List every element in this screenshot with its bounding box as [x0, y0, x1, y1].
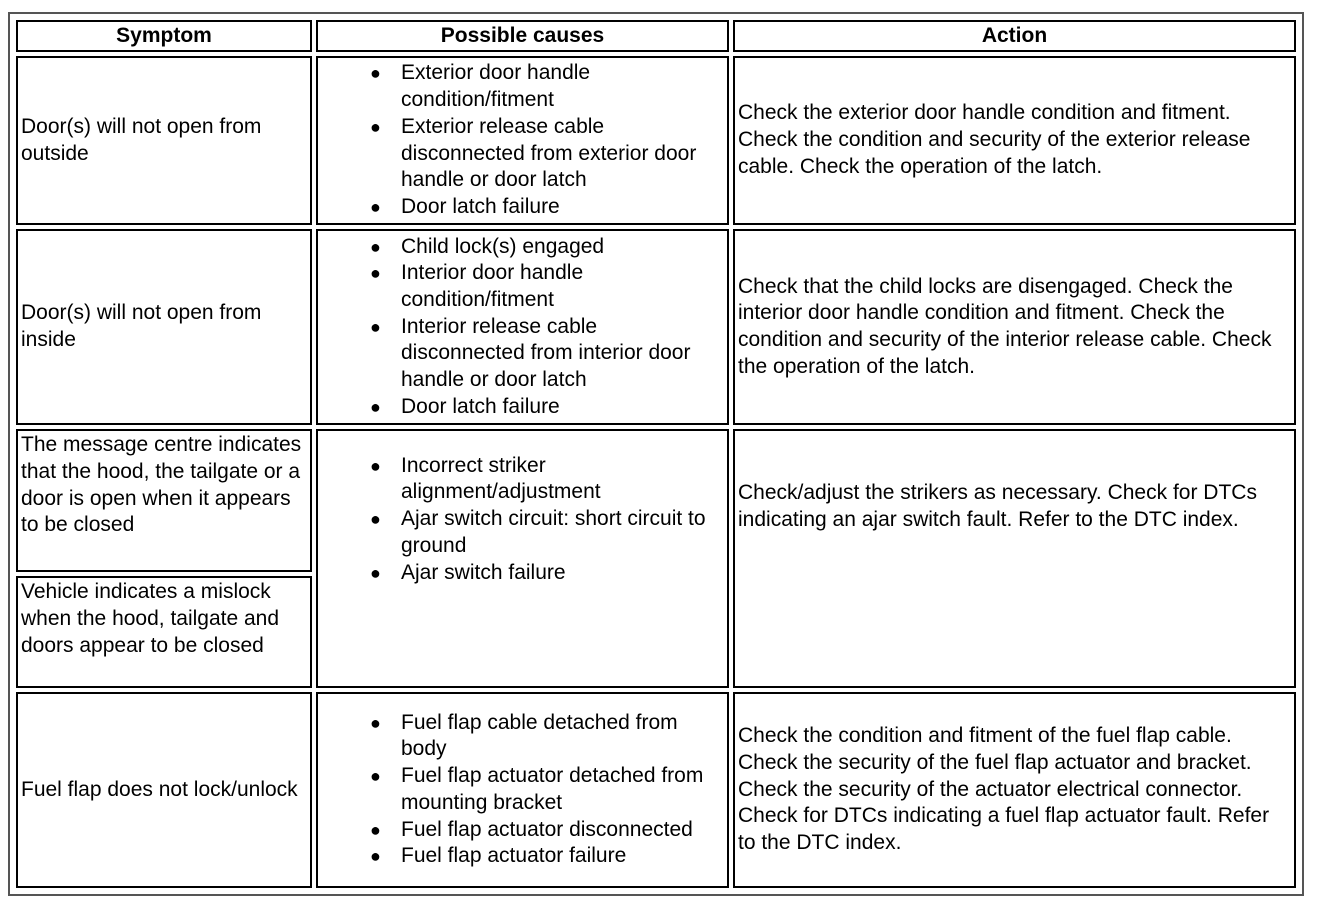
bullet-icon: ●	[370, 116, 381, 137]
header-row	[16, 20, 1296, 52]
bullet-icon: ●	[370, 455, 381, 476]
header-action: Action	[733, 20, 1296, 52]
causes-list	[321, 453, 724, 587]
bullet-icon: ●	[370, 196, 381, 217]
bullet-icon: ●	[370, 509, 381, 530]
cause-item: ● Fuel flap actuator disconnected	[321, 817, 724, 844]
cause-item: ● Fuel flap actuator failure	[321, 843, 724, 870]
bullet-icon: ●	[370, 819, 381, 840]
causes-list	[321, 234, 724, 421]
bullet-icon: ●	[370, 396, 381, 417]
bullet-icon: ●	[370, 316, 381, 337]
table-row	[16, 429, 1296, 572]
bullet-icon: ●	[370, 236, 381, 257]
cause-item: ● Fuel flap actuator detached from mounting bracket	[370, 764, 704, 814]
symptom-cell: Door(s) will not open from outside	[16, 56, 312, 225]
causes-cell	[316, 229, 729, 425]
cause-item: ● Interior release cable disconnected from interior door handle or door latch	[370, 314, 691, 392]
symptom-chart-table	[12, 16, 1300, 892]
cause-item: ● Door latch failure	[321, 194, 724, 221]
cause-item: ● Interior door handle condition/fitment	[370, 261, 584, 312]
causes-cell	[316, 56, 729, 225]
causes-list	[321, 60, 724, 220]
symptom-cell: Fuel flap does not lock/unlock	[16, 692, 312, 888]
causes-cell	[316, 692, 729, 888]
symptom-cell: Door(s) will not open from inside	[16, 229, 312, 425]
header-symptom: Symptom	[16, 20, 312, 52]
action-cell: Check the condition and fitment of the fuel flap cable. Check the security of the fuel flap actuator and bracket. Check the security of the actuator electrical connector. Check for DTCs indicating a fuel flap actuator fault. Refer to the DTC index.	[733, 692, 1296, 888]
table-row	[16, 56, 1296, 225]
action-cell: Check that the child locks are disengaged. Check the interior door handle condition and fitment. Check the condition and security of the interior release cable. Check the operation of the latch.	[733, 229, 1296, 425]
bullet-icon: ●	[370, 712, 381, 733]
action-cell: Check/adjust the strikers as necessary. Check for DTCs indicating an ajar switch fault. Refer to the DTC index.	[733, 429, 1296, 688]
cause-item: ● Exterior door handle condition/fitment	[370, 61, 591, 112]
cause-item: ● Fuel flap cable detached from body	[370, 710, 678, 761]
cause-item: ● Ajar switch circuit: short circuit to ground	[370, 507, 706, 557]
cause-item: ● Incorrect striker alignment/adjustment	[370, 453, 601, 504]
cause-item: ● Child lock(s) engaged	[321, 234, 724, 261]
bullet-icon: ●	[370, 263, 381, 284]
causes-list	[321, 710, 724, 870]
cause-item: ● Exterior release cable disconnected from exterior door handle or door latch	[370, 114, 697, 192]
cause-item: ● Ajar switch failure	[321, 560, 724, 587]
table-row	[16, 229, 1296, 425]
bullet-icon: ●	[370, 846, 381, 867]
symptom-cell: Vehicle indicates a mislock when the hood, tailgate and doors appear to be closed	[16, 576, 312, 688]
cause-item: ● Door latch failure	[321, 394, 724, 421]
action-cell: Check the exterior door handle condition and fitment. Check the condition and security of the exterior release cable. Check the operation of the latch.	[733, 56, 1296, 225]
bullet-icon: ●	[370, 766, 381, 787]
causes-cell	[316, 429, 729, 688]
header-possible-causes: Possible causes	[316, 20, 729, 52]
symptom-cell: The message centre indicates that the hood, the tailgate or a door is open when it appears to be closed	[16, 429, 312, 572]
table-row	[16, 692, 1296, 888]
bullet-icon: ●	[370, 63, 381, 84]
bullet-icon: ●	[370, 562, 381, 583]
